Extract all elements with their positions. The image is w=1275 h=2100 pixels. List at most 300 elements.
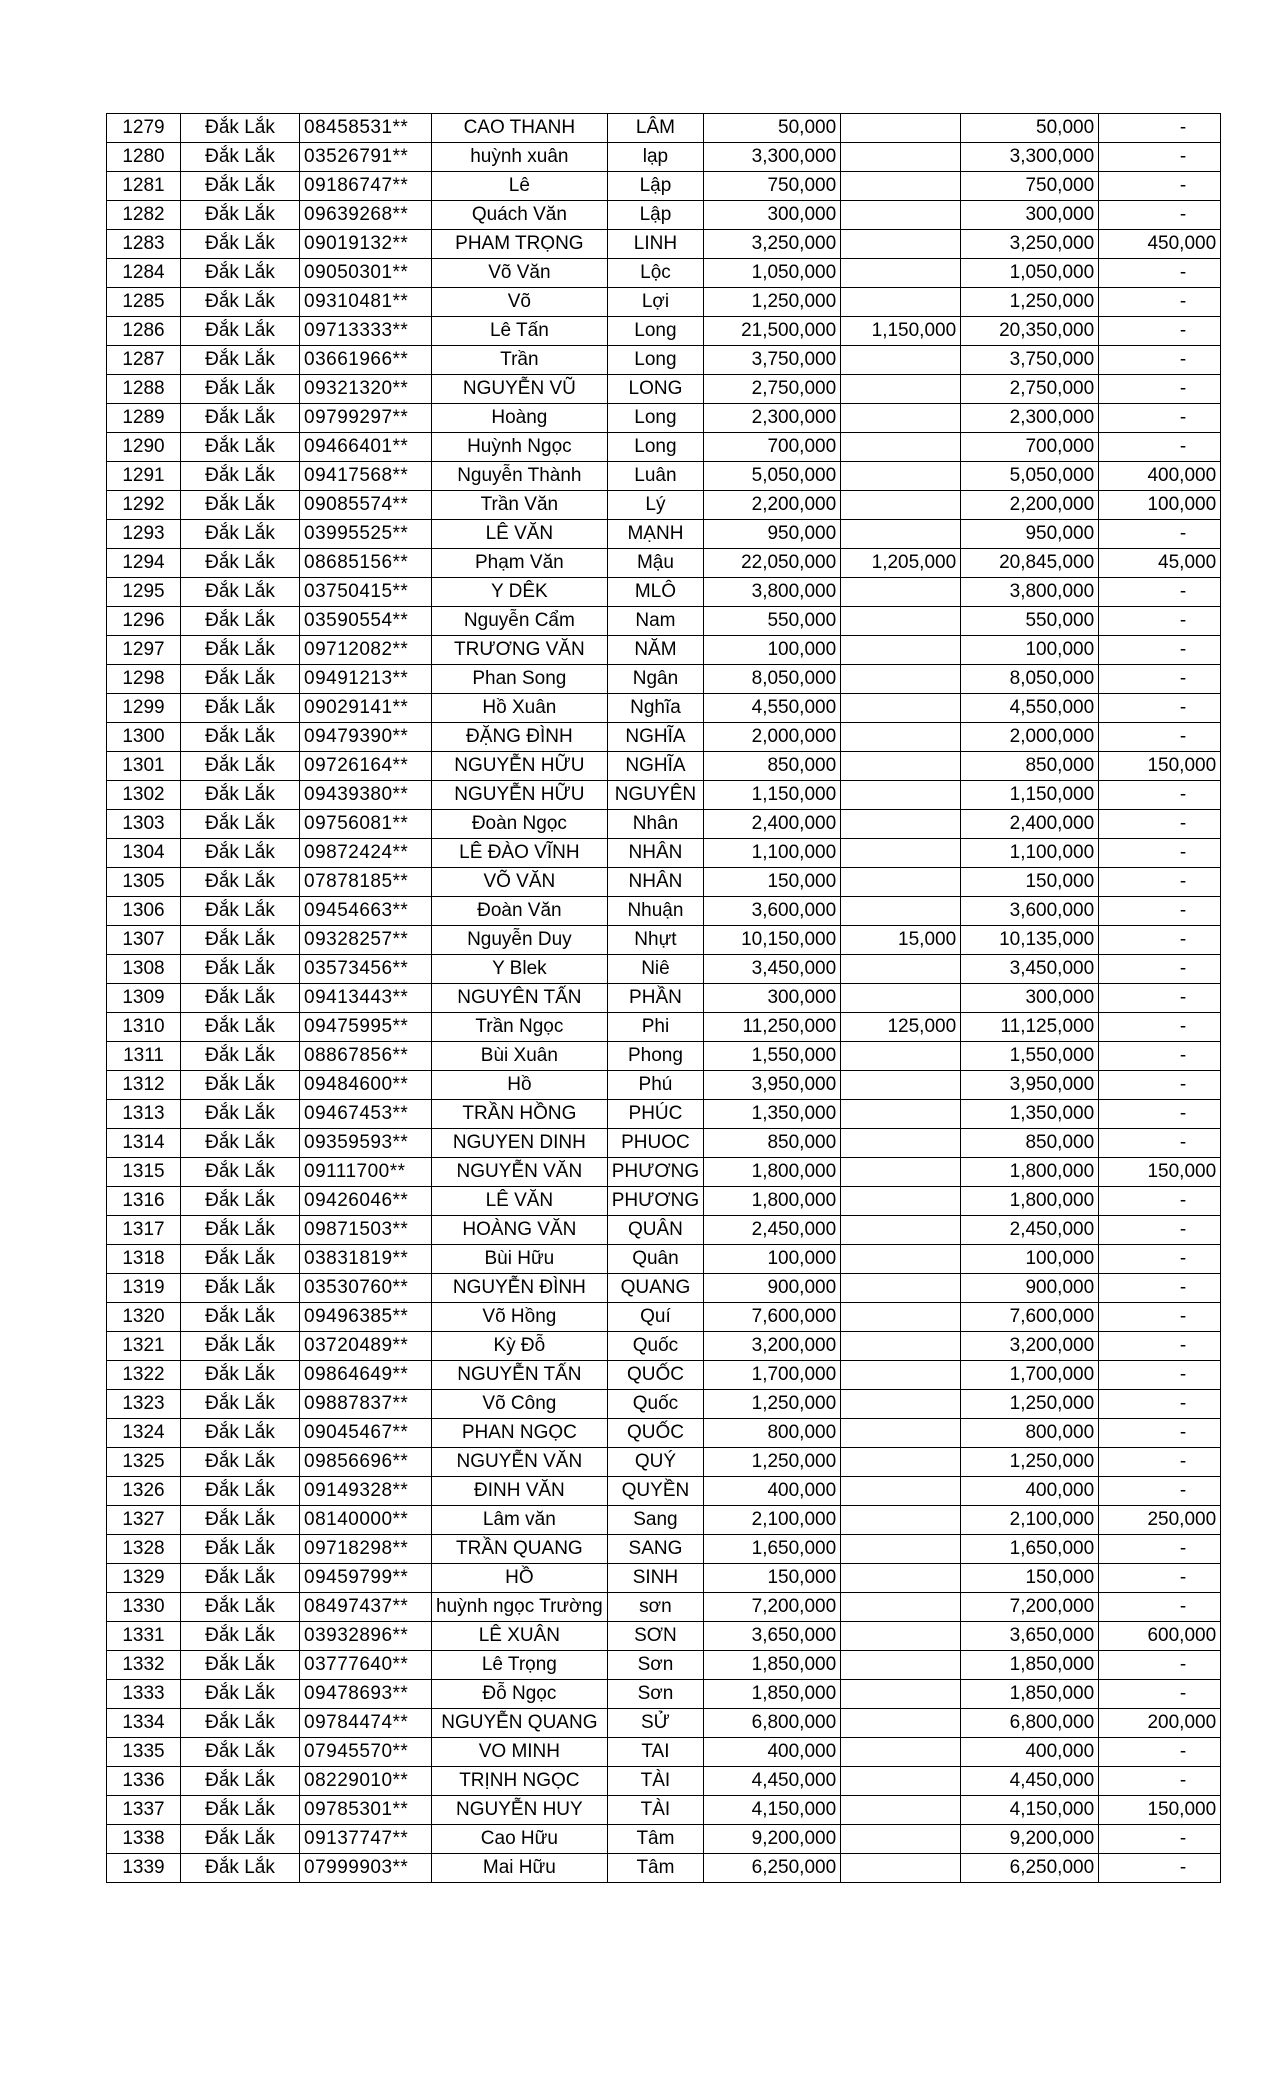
row-number-cell: 1294 [107, 549, 181, 578]
last-name-cell: Hồ [432, 1071, 608, 1100]
amount-extra-cell: - [1099, 433, 1221, 462]
first-name-cell: QUỐC [607, 1419, 703, 1448]
amount-net-cell: 11,125,000 [961, 1013, 1099, 1042]
phone-cell: 09871503** [300, 1216, 432, 1245]
amount-deduction-cell [841, 114, 961, 143]
amount-extra-cell: - [1099, 1013, 1221, 1042]
first-name-cell: Long [607, 433, 703, 462]
last-name-cell: NGUYÊN TẤN [432, 984, 608, 1013]
table-row [107, 839, 1221, 868]
first-name-cell: Lộc [607, 259, 703, 288]
phone-cell: 08867856** [300, 1042, 432, 1071]
last-name-cell: Đoàn Văn [432, 897, 608, 926]
first-name-cell: Lập [607, 201, 703, 230]
amount-total-cell: 2,750,000 [704, 375, 841, 404]
amount-total-cell: 2,450,000 [704, 1216, 841, 1245]
phone-cell: 03590554** [300, 607, 432, 636]
first-name-cell: MLÔ [607, 578, 703, 607]
amount-deduction-cell [841, 1535, 961, 1564]
last-name-cell: Hoàng [432, 404, 608, 433]
amount-extra-cell: - [1099, 1448, 1221, 1477]
row-number-cell: 1290 [107, 433, 181, 462]
last-name-cell: LÊ VĂN [432, 520, 608, 549]
row-number-cell: 1301 [107, 752, 181, 781]
amount-deduction-cell [841, 1448, 961, 1477]
first-name-cell: LONG [607, 375, 703, 404]
amount-total-cell: 1,250,000 [704, 1390, 841, 1419]
amount-net-cell: 1,550,000 [961, 1042, 1099, 1071]
row-number-cell: 1325 [107, 1448, 181, 1477]
amount-extra-cell: 150,000 [1099, 1158, 1221, 1187]
phone-cell: 09321320** [300, 375, 432, 404]
amount-deduction-cell [841, 578, 961, 607]
province-cell: Đắk Lắk [181, 1825, 300, 1854]
phone-cell: 09359593** [300, 1129, 432, 1158]
amount-deduction-cell [841, 462, 961, 491]
amount-deduction-cell [841, 491, 961, 520]
table-row [107, 1825, 1221, 1854]
row-number-cell: 1296 [107, 607, 181, 636]
amount-deduction-cell [841, 694, 961, 723]
amount-total-cell: 6,250,000 [704, 1854, 841, 1883]
amount-total-cell: 3,200,000 [704, 1332, 841, 1361]
amount-deduction-cell: 15,000 [841, 926, 961, 955]
phone-cell: 09718298** [300, 1535, 432, 1564]
amount-net-cell: 3,200,000 [961, 1332, 1099, 1361]
amount-extra-cell: - [1099, 201, 1221, 230]
amount-extra-cell: - [1099, 114, 1221, 143]
phone-cell: 09484600** [300, 1071, 432, 1100]
province-cell: Đắk Lắk [181, 1854, 300, 1883]
phone-cell: 09864649** [300, 1361, 432, 1390]
amount-total-cell: 400,000 [704, 1477, 841, 1506]
amount-extra-cell: - [1099, 1187, 1221, 1216]
amount-deduction-cell [841, 1361, 961, 1390]
first-name-cell: Long [607, 404, 703, 433]
amount-extra-cell: - [1099, 839, 1221, 868]
table-row [107, 143, 1221, 172]
first-name-cell: Sang [607, 1506, 703, 1535]
table-row [107, 375, 1221, 404]
province-cell: Đắk Lắk [181, 230, 300, 259]
first-name-cell: NGHĨA [607, 723, 703, 752]
row-number-cell: 1314 [107, 1129, 181, 1158]
amount-net-cell: 550,000 [961, 607, 1099, 636]
amount-extra-cell: 600,000 [1099, 1622, 1221, 1651]
amount-net-cell: 3,650,000 [961, 1622, 1099, 1651]
amount-extra-cell: - [1099, 1042, 1221, 1071]
phone-cell: 09186747** [300, 172, 432, 201]
province-cell: Đắk Lắk [181, 1709, 300, 1738]
amount-extra-cell: - [1099, 781, 1221, 810]
amount-net-cell: 1,150,000 [961, 781, 1099, 810]
table-row [107, 636, 1221, 665]
last-name-cell: Võ Văn [432, 259, 608, 288]
amount-extra-cell: - [1099, 868, 1221, 897]
amount-extra-cell: - [1099, 1535, 1221, 1564]
phone-cell: 09475995** [300, 1013, 432, 1042]
amount-net-cell: 1,250,000 [961, 1448, 1099, 1477]
amount-extra-cell: 200,000 [1099, 1709, 1221, 1738]
last-name-cell: Lê Trọng [432, 1651, 608, 1680]
amount-net-cell: 300,000 [961, 984, 1099, 1013]
row-number-cell: 1310 [107, 1013, 181, 1042]
province-cell: Đắk Lắk [181, 462, 300, 491]
amount-deduction-cell [841, 1477, 961, 1506]
province-cell: Đắk Lắk [181, 317, 300, 346]
row-number-cell: 1281 [107, 172, 181, 201]
amount-net-cell: 1,850,000 [961, 1680, 1099, 1709]
row-number-cell: 1280 [107, 143, 181, 172]
first-name-cell: Quí [607, 1303, 703, 1332]
last-name-cell: NGUYỄN VŨ [432, 375, 608, 404]
province-cell: Đắk Lắk [181, 1361, 300, 1390]
amount-deduction-cell [841, 636, 961, 665]
amount-total-cell: 700,000 [704, 433, 841, 462]
row-number-cell: 1304 [107, 839, 181, 868]
table-row [107, 1100, 1221, 1129]
phone-cell: 03932896** [300, 1622, 432, 1651]
first-name-cell: Mậu [607, 549, 703, 578]
last-name-cell: Lê Tấn [432, 317, 608, 346]
amount-extra-cell: 250,000 [1099, 1506, 1221, 1535]
row-number-cell: 1307 [107, 926, 181, 955]
amount-total-cell: 1,800,000 [704, 1187, 841, 1216]
phone-cell: 09137747** [300, 1825, 432, 1854]
phone-cell: 03720489** [300, 1332, 432, 1361]
province-cell: Đắk Lắk [181, 1390, 300, 1419]
last-name-cell: ĐINH VĂN [432, 1477, 608, 1506]
amount-extra-cell: - [1099, 984, 1221, 1013]
last-name-cell: TRỊNH NGỌC [432, 1767, 608, 1796]
table-row [107, 201, 1221, 230]
province-cell: Đắk Lắk [181, 868, 300, 897]
phone-cell: 03526791** [300, 143, 432, 172]
amount-net-cell: 4,550,000 [961, 694, 1099, 723]
last-name-cell: Võ Công [432, 1390, 608, 1419]
row-number-cell: 1324 [107, 1419, 181, 1448]
phone-cell: 09045467** [300, 1419, 432, 1448]
amount-deduction-cell [841, 1796, 961, 1825]
first-name-cell: NGUYÊN [607, 781, 703, 810]
table-row [107, 1071, 1221, 1100]
first-name-cell: Ngân [607, 665, 703, 694]
amount-extra-cell: - [1099, 1361, 1221, 1390]
table-row [107, 404, 1221, 433]
table-row [107, 1303, 1221, 1332]
amount-deduction-cell [841, 1390, 961, 1419]
row-number-cell: 1334 [107, 1709, 181, 1738]
amount-net-cell: 3,300,000 [961, 143, 1099, 172]
province-cell: Đắk Lắk [181, 694, 300, 723]
amount-deduction-cell [841, 1738, 961, 1767]
amount-net-cell: 150,000 [961, 868, 1099, 897]
amount-extra-cell: - [1099, 404, 1221, 433]
first-name-cell: PHƯƠNG [607, 1158, 703, 1187]
amount-net-cell: 4,150,000 [961, 1796, 1099, 1825]
last-name-cell: HỒ [432, 1564, 608, 1593]
amount-deduction-cell [841, 1303, 961, 1332]
amount-net-cell: 7,200,000 [961, 1593, 1099, 1622]
province-cell: Đắk Lắk [181, 1622, 300, 1651]
amount-total-cell: 4,450,000 [704, 1767, 841, 1796]
first-name-cell: Phong [607, 1042, 703, 1071]
amount-deduction-cell [841, 143, 961, 172]
amount-net-cell: 4,450,000 [961, 1767, 1099, 1796]
amount-net-cell: 150,000 [961, 1564, 1099, 1593]
amount-deduction-cell [841, 1071, 961, 1100]
amount-deduction-cell [841, 955, 961, 984]
first-name-cell: QUANG [607, 1274, 703, 1303]
amount-total-cell: 300,000 [704, 984, 841, 1013]
row-number-cell: 1309 [107, 984, 181, 1013]
province-cell: Đắk Lắk [181, 1680, 300, 1709]
last-name-cell: Quách Văn [432, 201, 608, 230]
row-number-cell: 1321 [107, 1332, 181, 1361]
amount-extra-cell: - [1099, 1332, 1221, 1361]
row-number-cell: 1282 [107, 201, 181, 230]
table-row [107, 1564, 1221, 1593]
province-cell: Đắk Lắk [181, 1738, 300, 1767]
row-number-cell: 1292 [107, 491, 181, 520]
amount-extra-cell: - [1099, 259, 1221, 288]
first-name-cell: LINH [607, 230, 703, 259]
amount-deduction-cell [841, 810, 961, 839]
phone-cell: 09726164** [300, 752, 432, 781]
first-name-cell: QUÂN [607, 1216, 703, 1245]
province-cell: Đắk Lắk [181, 955, 300, 984]
first-name-cell: Quốc [607, 1390, 703, 1419]
row-number-cell: 1287 [107, 346, 181, 375]
province-cell: Đắk Lắk [181, 607, 300, 636]
table-row [107, 926, 1221, 955]
amount-deduction-cell [841, 404, 961, 433]
amount-total-cell: 21,500,000 [704, 317, 841, 346]
amount-total-cell: 2,400,000 [704, 810, 841, 839]
first-name-cell: Nam [607, 607, 703, 636]
last-name-cell: Đoàn Ngọc [432, 810, 608, 839]
row-number-cell: 1326 [107, 1477, 181, 1506]
amount-total-cell: 100,000 [704, 636, 841, 665]
first-name-cell: NGHĨA [607, 752, 703, 781]
first-name-cell: SINH [607, 1564, 703, 1593]
amount-net-cell: 400,000 [961, 1738, 1099, 1767]
row-number-cell: 1327 [107, 1506, 181, 1535]
amount-extra-cell: - [1099, 694, 1221, 723]
table-row [107, 288, 1221, 317]
amount-extra-cell: - [1099, 520, 1221, 549]
table-row [107, 1448, 1221, 1477]
last-name-cell: CAO THANH [432, 114, 608, 143]
amount-extra-cell: - [1099, 1303, 1221, 1332]
phone-cell: 09426046** [300, 1187, 432, 1216]
row-number-cell: 1285 [107, 288, 181, 317]
amount-deduction-cell [841, 1216, 961, 1245]
amount-deduction-cell [841, 288, 961, 317]
amount-net-cell: 6,800,000 [961, 1709, 1099, 1738]
first-name-cell: QUYỀN [607, 1477, 703, 1506]
province-cell: Đắk Lắk [181, 1477, 300, 1506]
amount-deduction-cell [841, 1187, 961, 1216]
row-number-cell: 1339 [107, 1854, 181, 1883]
phone-cell: 09479390** [300, 723, 432, 752]
last-name-cell: huỳnh xuân [432, 143, 608, 172]
row-number-cell: 1311 [107, 1042, 181, 1071]
first-name-cell: Long [607, 346, 703, 375]
phone-cell: 03995525** [300, 520, 432, 549]
table-row [107, 1274, 1221, 1303]
first-name-cell: Quân [607, 1245, 703, 1274]
last-name-cell: NGUYỄN HỮU [432, 781, 608, 810]
row-number-cell: 1329 [107, 1564, 181, 1593]
row-number-cell: 1297 [107, 636, 181, 665]
table-body [107, 114, 1221, 1883]
amount-extra-cell: 150,000 [1099, 752, 1221, 781]
amount-net-cell: 1,250,000 [961, 288, 1099, 317]
last-name-cell: Bùi Xuân [432, 1042, 608, 1071]
first-name-cell: Lập [607, 172, 703, 201]
amount-deduction-cell [841, 897, 961, 926]
amount-extra-cell: - [1099, 172, 1221, 201]
row-number-cell: 1317 [107, 1216, 181, 1245]
amount-deduction-cell [841, 1332, 961, 1361]
amount-extra-cell: - [1099, 317, 1221, 346]
last-name-cell: VÕ VĂN [432, 868, 608, 897]
table-row [107, 1361, 1221, 1390]
first-name-cell: NHÂN [607, 868, 703, 897]
phone-cell: 03530760** [300, 1274, 432, 1303]
table-row [107, 1680, 1221, 1709]
table-row [107, 1042, 1221, 1071]
amount-extra-cell: - [1099, 1564, 1221, 1593]
last-name-cell: Võ Hồng [432, 1303, 608, 1332]
amount-net-cell: 1,350,000 [961, 1100, 1099, 1129]
amount-net-cell: 5,050,000 [961, 462, 1099, 491]
table-row [107, 578, 1221, 607]
row-number-cell: 1312 [107, 1071, 181, 1100]
phone-cell: 09085574** [300, 491, 432, 520]
amount-total-cell: 1,850,000 [704, 1680, 841, 1709]
first-name-cell: Sơn [607, 1651, 703, 1680]
table-row [107, 752, 1221, 781]
first-name-cell: Tâm [607, 1825, 703, 1854]
first-name-cell: PHUOC [607, 1129, 703, 1158]
row-number-cell: 1323 [107, 1390, 181, 1419]
row-number-cell: 1300 [107, 723, 181, 752]
amount-total-cell: 1,150,000 [704, 781, 841, 810]
phone-cell: 09496385** [300, 1303, 432, 1332]
table-row [107, 1535, 1221, 1564]
amount-net-cell: 850,000 [961, 1129, 1099, 1158]
amount-total-cell: 5,050,000 [704, 462, 841, 491]
table-row [107, 1506, 1221, 1535]
last-name-cell: NGUYỄN ĐÌNH [432, 1274, 608, 1303]
last-name-cell: Y DÊK [432, 578, 608, 607]
amount-total-cell: 3,450,000 [704, 955, 841, 984]
amount-extra-cell: - [1099, 607, 1221, 636]
last-name-cell: NGUYỄN TẤN [432, 1361, 608, 1390]
amount-deduction-cell [841, 723, 961, 752]
last-name-cell: Nguyễn Cẩm [432, 607, 608, 636]
phone-cell: 08140000** [300, 1506, 432, 1535]
amount-deduction-cell [841, 1622, 961, 1651]
amount-total-cell: 3,800,000 [704, 578, 841, 607]
amount-deduction-cell [841, 839, 961, 868]
first-name-cell: Nhuận [607, 897, 703, 926]
amount-net-cell: 2,200,000 [961, 491, 1099, 520]
first-name-cell: Nghĩa [607, 694, 703, 723]
amount-deduction-cell [841, 433, 961, 462]
row-number-cell: 1283 [107, 230, 181, 259]
table-row [107, 1419, 1221, 1448]
province-cell: Đắk Lắk [181, 1419, 300, 1448]
amount-total-cell: 1,350,000 [704, 1100, 841, 1129]
province-cell: Đắk Lắk [181, 752, 300, 781]
first-name-cell: Nhựt [607, 926, 703, 955]
last-name-cell: NGUYỄN HUY [432, 1796, 608, 1825]
table-row [107, 1187, 1221, 1216]
amount-extra-cell: - [1099, 723, 1221, 752]
row-number-cell: 1328 [107, 1535, 181, 1564]
last-name-cell: Phan Song [432, 665, 608, 694]
amount-total-cell: 1,550,000 [704, 1042, 841, 1071]
row-number-cell: 1320 [107, 1303, 181, 1332]
first-name-cell: NHÂN [607, 839, 703, 868]
amount-total-cell: 3,600,000 [704, 897, 841, 926]
last-name-cell: TRẦN HỒNG [432, 1100, 608, 1129]
last-name-cell: NGUYỄN VĂN [432, 1448, 608, 1477]
row-number-cell: 1337 [107, 1796, 181, 1825]
first-name-cell: Sơn [607, 1680, 703, 1709]
amount-net-cell: 1,650,000 [961, 1535, 1099, 1564]
row-number-cell: 1305 [107, 868, 181, 897]
amount-total-cell: 9,200,000 [704, 1825, 841, 1854]
amount-deduction-cell [841, 201, 961, 230]
row-number-cell: 1306 [107, 897, 181, 926]
row-number-cell: 1319 [107, 1274, 181, 1303]
amount-extra-cell: - [1099, 1738, 1221, 1767]
province-cell: Đắk Lắk [181, 1245, 300, 1274]
row-number-cell: 1318 [107, 1245, 181, 1274]
phone-cell: 03661966** [300, 346, 432, 375]
table-row [107, 114, 1221, 143]
amount-total-cell: 3,750,000 [704, 346, 841, 375]
last-name-cell: Trần Ngọc [432, 1013, 608, 1042]
amount-total-cell: 3,250,000 [704, 230, 841, 259]
amount-deduction-cell [841, 984, 961, 1013]
amount-extra-cell: - [1099, 346, 1221, 375]
last-name-cell: Nguyễn Thành [432, 462, 608, 491]
first-name-cell: TÀI [607, 1796, 703, 1825]
first-name-cell: Phi [607, 1013, 703, 1042]
province-cell: Đắk Lắk [181, 1274, 300, 1303]
amount-extra-cell: - [1099, 1100, 1221, 1129]
amount-deduction-cell [841, 1158, 961, 1187]
amount-deduction-cell [841, 172, 961, 201]
province-cell: Đắk Lắk [181, 172, 300, 201]
amount-total-cell: 7,600,000 [704, 1303, 841, 1332]
first-name-cell: TAI [607, 1738, 703, 1767]
last-name-cell: LÊ VĂN [432, 1187, 608, 1216]
amount-deduction-cell [841, 1767, 961, 1796]
phone-cell: 09856696** [300, 1448, 432, 1477]
table-row [107, 1477, 1221, 1506]
province-cell: Đắk Lắk [181, 1448, 300, 1477]
last-name-cell: ĐẶNG ĐÌNH [432, 723, 608, 752]
amount-deduction-cell [841, 752, 961, 781]
amount-net-cell: 750,000 [961, 172, 1099, 201]
amount-total-cell: 1,250,000 [704, 1448, 841, 1477]
